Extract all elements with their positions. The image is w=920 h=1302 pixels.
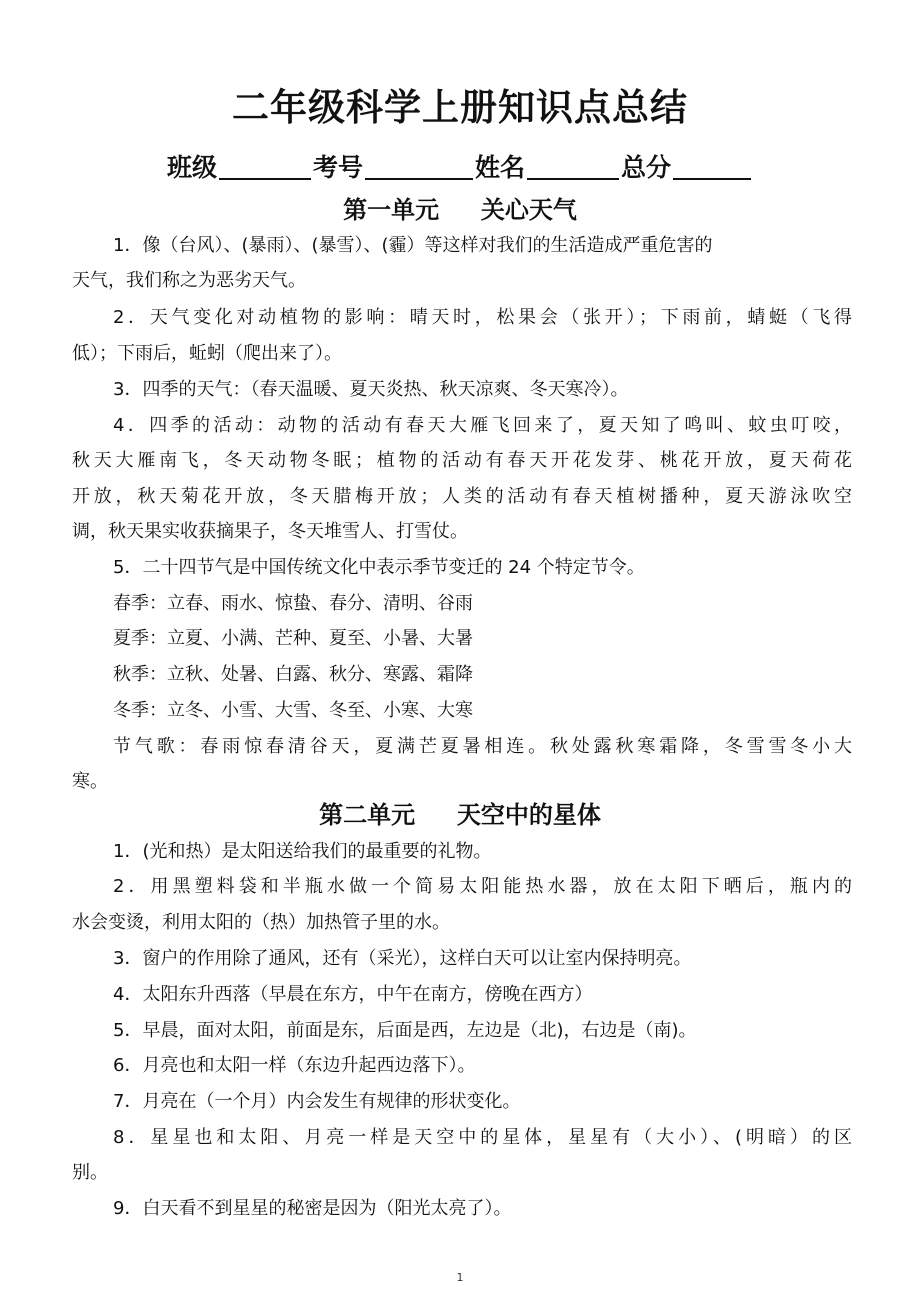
unit1-line: 低）；下雨后，蚯蚓（爬出来了）。 [72,343,342,364]
unit2-line: 7．月亮在（一个月）内会发生有规律的形状变化。 [113,1091,521,1112]
unit1-line: 调，秋天果实收获摘果子，冬天堆雪人、打雪仗。 [72,521,468,542]
student-info-fields [0,146,920,190]
unit1-line: 寒。 [72,771,108,792]
name-label: 姓名 [475,153,526,182]
unit2-line: 水会变烫，利用太阳的（热）加热管子里的水。 [72,912,450,933]
unit1-line: 秋季：立秋、处暑、白露、秋分、寒露、霜降 [113,664,473,685]
unit1-line: 冬季：立冬、小雪、大雪、冬至、小寒、大寒 [113,700,473,721]
unit1-line: 夏季：立夏、小满、芒种、夏至、小暑、大暑 [113,628,473,649]
score-blank [673,152,751,180]
exam-number-label: 考号 [312,153,363,182]
page-title: 二年级科学上册知识点总结 [232,86,688,129]
unit1-line: 节气歌：春雨惊春清谷天，夏满芒夏暑相连。秋处露秋寒霜降，冬雪雪冬小大 [113,736,852,757]
unit2-line: 5．早晨，面对太阳，前面是东，后面是西，左边是（北)，右边是（南)。 [113,1020,697,1041]
unit2-line: 1．(光和热）是太阳送给我们的最重要的礼物。 [113,841,492,862]
unit1-line: 开放，秋天菊花开放，冬天腊梅开放；人类的活动有春天植树播种，夏天游泳吹空 [72,486,852,507]
unit1-line: 天气，我们称之为恶劣天气。 [72,270,306,291]
unit1-line: 1．像（台风）、(暴雨）、(暴雪）、(霾）等这样对我们的生活造成严重危害的 [113,235,713,256]
unit1-line: 4．四季的活动：动物的活动有春天大雁飞回来了，夏天知了鸣叫、蚊虫叮咬， [113,415,852,436]
unit2-heading: 第二单元 天空中的星体 [319,801,601,829]
unit1-line: 2．天气变化对动植物的影响：晴天时，松果会（张开）；下雨前，蜻蜓（飞得 [113,307,852,328]
unit1-line: 秋天大雁南飞，冬天动物冬眠；植物的活动有春天开花发芽、桃花开放，夏天荷花 [72,450,852,471]
class-blank [219,152,311,180]
unit2-line: 9．白天看不到星星的秘密是因为（阳光太亮了）。 [113,1198,512,1219]
unit2-line: 别。 [72,1162,108,1183]
class-label: 班级 [166,153,217,182]
unit2-line: 8．星星也和太阳、月亮一样是天空中的星体，星星有（大小）、(明暗）的区 [113,1127,852,1148]
score-label: 总分 [621,153,672,182]
unit2-line: 4．太阳东升西落（早晨在东方，中午在南方，傍晚在西方） [113,984,593,1005]
unit1-heading: 第一单元 关心天气 [343,196,577,224]
unit2-line: 6．月亮也和太阳一样（东边升起西边落下）。 [113,1055,476,1076]
page-number: 1 [456,1271,464,1284]
unit2-line: 3．窗户的作用除了通风，还有（采光），这样白天可以让室内保持明亮。 [113,948,692,969]
name-blank [527,152,619,180]
unit1-line: 3．四季的天气：（春天温暖、夏天炎热、秋天凉爽、冬天寒冷）。 [113,379,629,400]
unit1-line: 春季：立春、雨水、惊蛰、春分、清明、谷雨 [113,593,473,614]
unit1-line: 5．二十四节气是中国传统文化中表示季节变迁的 24 个特定节令。 [113,557,645,578]
unit2-line: 2．用黑塑料袋和半瓶水做一个简易太阳能热水器，放在太阳下晒后，瓶内的 [113,876,852,897]
exam-number-blank [365,152,473,180]
